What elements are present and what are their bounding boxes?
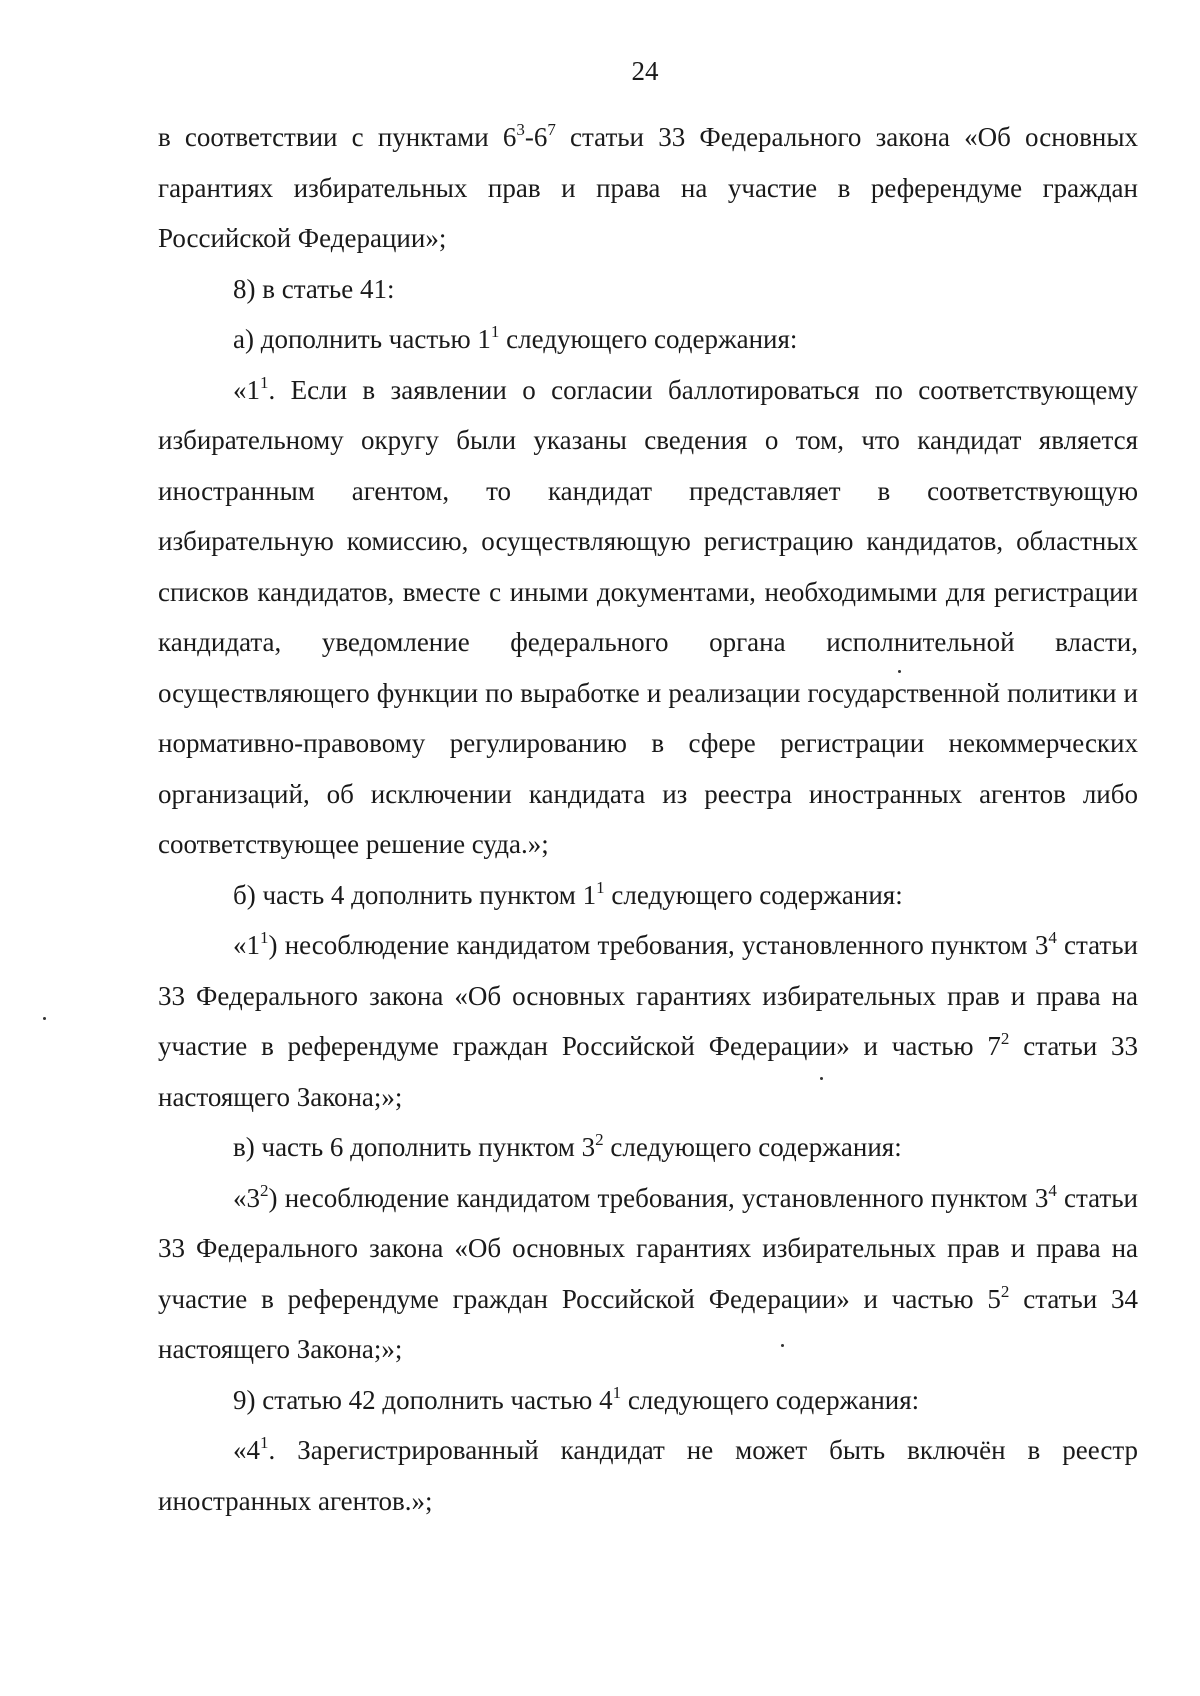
scan-speck [43, 1017, 46, 1020]
paragraph-item-b: б) часть 4 дополнить пунктом $1^1$ следующего содержания: [233, 877, 903, 910]
scan-speck [820, 1077, 823, 1080]
paragraph-item-a: а) дополнить частью $1^1$ следующего содержания: [233, 322, 798, 354]
document-body [158, 112, 1138, 1526]
paragraph-point-1-1: «$1^1$) несоблюдение кандидатом требования, установленного пунктом $3^4$ статьи 33 Федерального закона «Об основных гарантиях избирательных прав и права на участие в референдуме граждан Российской Федерации» и частью $7^2$ статьи 33 настоящего Закона;»; [158, 928, 1138, 1112]
paragraph-article-42: 9) статью 42 дополнить частью $4^1$ следующего содержания: [233, 1382, 920, 1415]
page-number: 24 [631, 56, 659, 86]
scan-speck [898, 670, 901, 673]
paragraph-1: в соответствии с пунктами $6^3-6^7$ статьи 33 Федерального закона «Об основных гарантиях избирательных прав и права на участие в референдуме граждан Российской Федерации»; [158, 120, 1138, 253]
paragraph-point-3-2: «$3^2$) несоблюдение кандидатом требования, установленного пунктом $3^4$ статьи 33 Федерального закона «Об основных гарантиях избирательных прав и права на участие в референдуме граждан Российской Федерации» и частью $5^2$ статьи 34 настоящего Закона;»; [158, 1180, 1138, 1364]
paragraph-article-41: 8) в статье 41: [233, 273, 395, 304]
paragraph-part-4-1: «$4^1$. Зарегистрированный кандидат не может быть включён в реестр иностранных агентов.»; [158, 1433, 1138, 1516]
paragraph-item-v: в) часть 6 дополнить пунктом $3^2$ следующего содержания: [233, 1130, 902, 1162]
paragraph-part-1-1: «$1^1$. Если в заявлении о согласии баллотироваться по соответствующему избирательному округу были указаны сведения о том, что кандидат является иностранным агентом, то кандидат представляет в соответствующую избирательную комиссию, осуществляющую регистрацию кандидатов, областных списков кандидатов, вместе с иными документами, необходимыми для регистрации кандидата, уведомление федерального органа исполнительной власти, осуществляющего функции по выработке и реализации государственной политики и нормативно-правовому регулированию в сфере регистрации некоммерческих организаций, об исключении кандидата из реестра иностранных агентов либо соответствующее решение суда.»; [158, 372, 1138, 859]
scan-speck [781, 1344, 784, 1347]
